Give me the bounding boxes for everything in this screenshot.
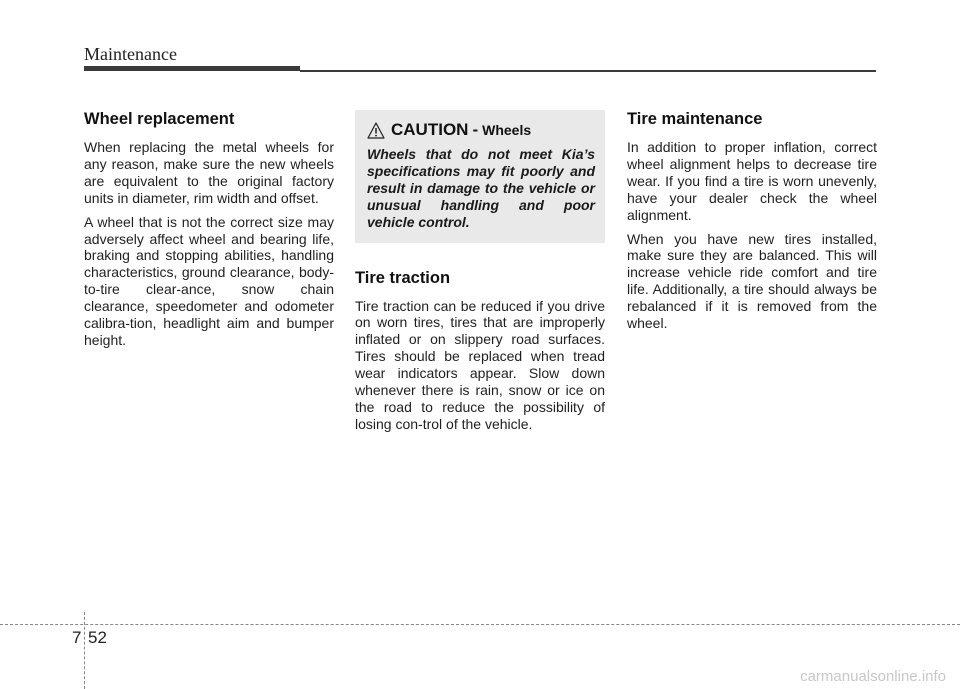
page-header-title: Maintenance xyxy=(84,44,177,64)
paragraph: Tire traction can be reduced if you drive on worn tires, tires that are improperly inflated or on slippery road surfaces. Tires should be replaced when tread wear indicators appear. Slow down whenever there is rain, snow or ice on the road to reduce the possibility of losing con-trol of the vehicle. xyxy=(355,297,605,432)
caution-header xyxy=(367,120,595,140)
caution-box xyxy=(355,110,605,243)
footer-rule xyxy=(0,624,960,625)
caution-text: Wheels that do not meet Kia’s specifications may fit poorly and result in damage to the vehicle or unusual handling and poor vehicle control. xyxy=(367,146,595,230)
column-caution-traction xyxy=(355,110,605,440)
section-heading-tire-traction: Tire traction xyxy=(355,268,451,287)
column-tire-maintenance xyxy=(627,110,877,339)
footer-divider xyxy=(84,612,85,689)
header-rule-thin xyxy=(300,70,876,72)
section-heading-wheel-replacement: Wheel replacement xyxy=(84,110,235,128)
paragraph: In addition to proper inflation, correct wheel alignment helps to decrease tire wear. If you find a tire is worn unevenly, have your dealer check the wheel alignment. xyxy=(627,139,877,223)
paragraph: When replacing the metal wheels for any reason, make sure the new wheels are equivalent to the original factory units in diameter, rim width and offset. xyxy=(84,139,334,206)
watermark: carmanualsonline.info xyxy=(800,668,946,685)
section-heading-tire-maintenance: Tire maintenance xyxy=(627,110,763,128)
paragraph: When you have new tires installed, make sure they are balanced. This will increase vehicle ride comfort and tire life. Additionally, a tire should always be rebalanced if it is removed from the wheel. xyxy=(627,230,877,332)
paragraph: A wheel that is not the correct size may adversely affect wheel and bearing life, braking and stopping abilities, handling characteristics, ground clearance, body-to-tire clear-ance, snow chain clearance, speedometer and odometer calibra-tion, headlight aim and bumper height. xyxy=(84,213,334,348)
caution-separator: - xyxy=(472,120,479,139)
column-wheel-replacement xyxy=(84,110,334,356)
caution-label: CAUTION xyxy=(391,120,469,139)
warning-triangle-icon xyxy=(367,122,385,139)
header-rule-thick xyxy=(84,66,300,71)
page-number: 52 xyxy=(88,628,107,647)
page-chapter-number: 7 xyxy=(72,628,82,647)
caution-topic: Wheels xyxy=(482,122,532,138)
